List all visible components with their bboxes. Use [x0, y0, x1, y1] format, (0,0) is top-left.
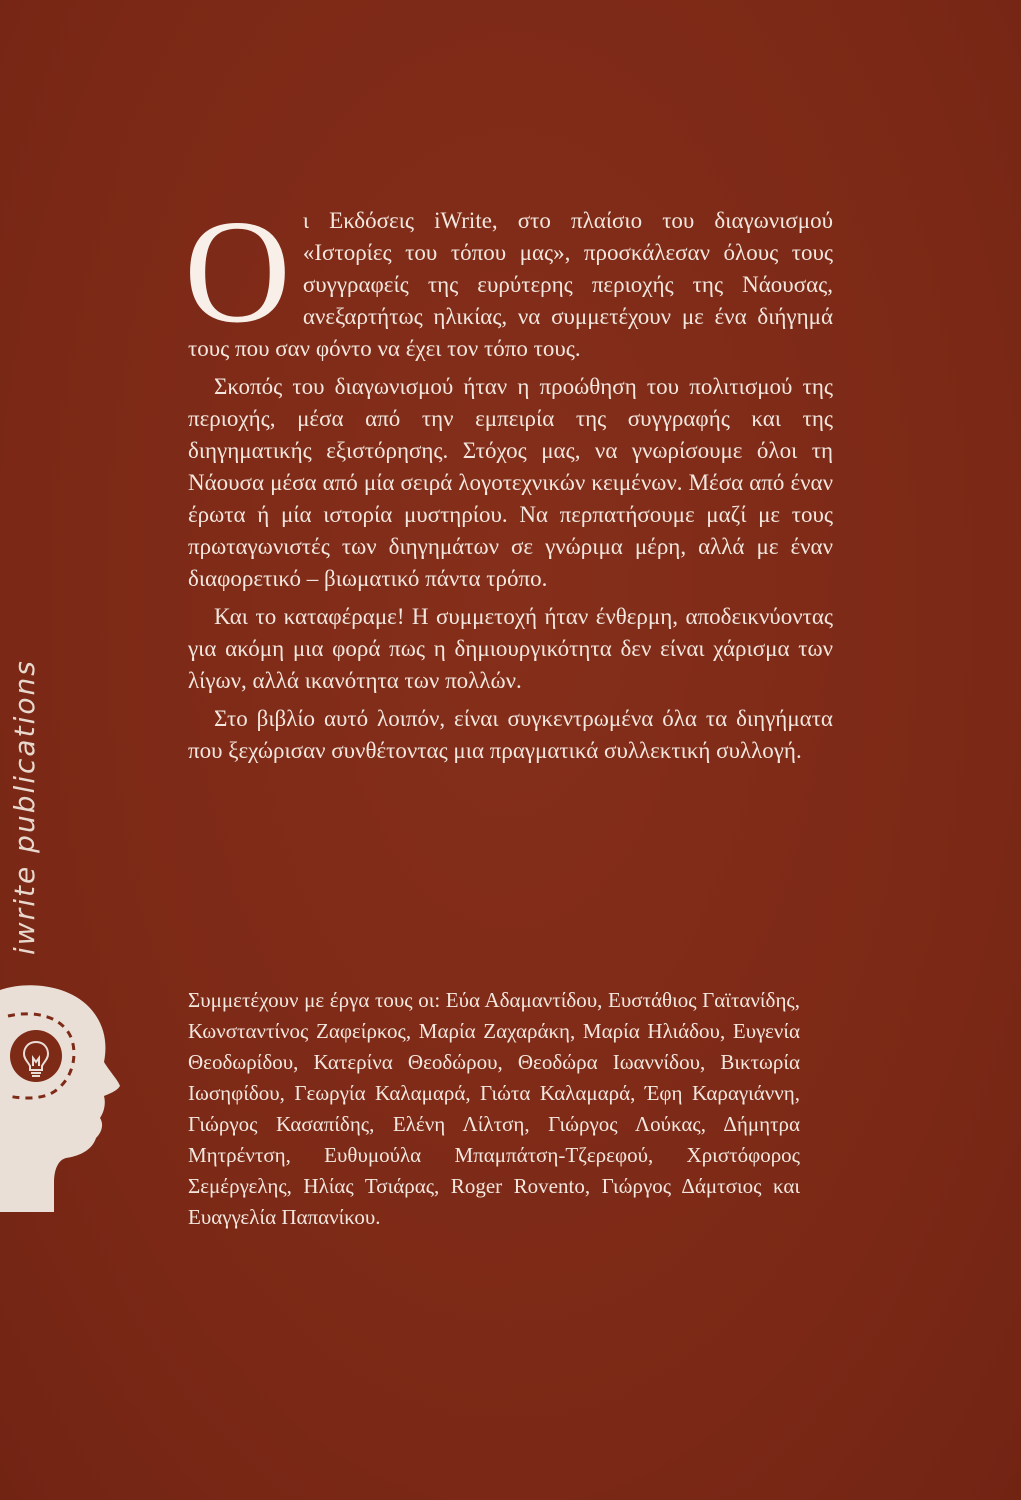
paragraph-1-text: ι Εκδόσεις iWrite, στο πλαίσιο του διαγωνισμού «Ιστορίες του τόπου μας», προσκάλεσαν όλους τους συγγραφείς της ευρύτερης περιοχής της Νάουσας, ανεξαρτήτως ηλικίας, να συμμετέχουν με ένα διήγημά τους που σαν φόντο να έχει τον τόπο τους.	[188, 208, 833, 361]
publisher-spine-text	[8, 659, 41, 955]
publisher-word-publications: publications	[8, 659, 41, 853]
drop-cap: Ο	[184, 190, 291, 354]
paragraph-3: Και το καταφέραμε! Η συμμετοχή ήταν ένθερμη, αποδεικνύοντας για ακόμη μια φορά πως η δημιουργικότητα δεν είναι χάρισμα των λίγων, αλλά ικανότητα των πολλών.	[188, 604, 833, 693]
paragraph-2: Σκοπός του διαγωνισμού ήταν η προώθηση του πολιτισμού της περιοχής, μέσα από την εμπειρία της συγγραφής και της διηγηματικής εξιστόρησης. Στόχος μας, να γνωρίσουμε όλοι τη Νάουσα μέσα από μία σειρά λογοτεχνικών κειμένων. Μέσα από έναν έρωτα ή μία ιστορία μυστηρίου. Να περπατήσουμε μαζί με τους πρωταγωνιστές των διηγημάτων σε γνώριμα μέρη, αλλά με έναν διαφορετικό – βιωματικό πάντα τρόπο.	[188, 374, 833, 591]
paragraph-1	[184, 190, 833, 365]
head-lightbulb-logo-icon	[0, 982, 130, 1212]
back-cover-text	[184, 190, 833, 773]
contributors-list: Συμμετέχουν με έργα τους οι: Εύα Αδαμαντίδου, Ευστάθιος Γαϊτανίδης, Κωνσταντίνος Ζαφείρκος, Μαρία Ζαχαράκη, Μαρία Ηλιάδου, Ευγενία Θεοδωρίδου, Κατερίνα Θεοδώρου, Θεοδώρα Ιωαννίδου, Βικτωρία Ιωσηφίδου, Γεωργία Καλαμαρά, Γιώτα Καλαμαρά, Έφη Καραγιάννη, Γιώργος Κασαπίδης, Ελένη Λίλτση, Γιώργος Λούκας, Δήμητρα Μητρέντση, Ευθυμούλα Μπαμπάτση-Τζερεφού, Χριστόφορος Σεμέργελης, Ηλίας Τσιάρας, Roger Rovento, Γιώργος Δάμτσιος και Ευαγγελία Παπανίκου.	[188, 988, 800, 1229]
paragraph-4: Στο βιβλίο αυτό λοιπόν, είναι συγκεντρωμένα όλα τα διηγήματα που ξεχώρισαν συνθέτοντας μια πραγματικά συλλεκτική συλλογή.	[188, 706, 833, 763]
publisher-word-iwrite: iwrite	[8, 864, 41, 955]
